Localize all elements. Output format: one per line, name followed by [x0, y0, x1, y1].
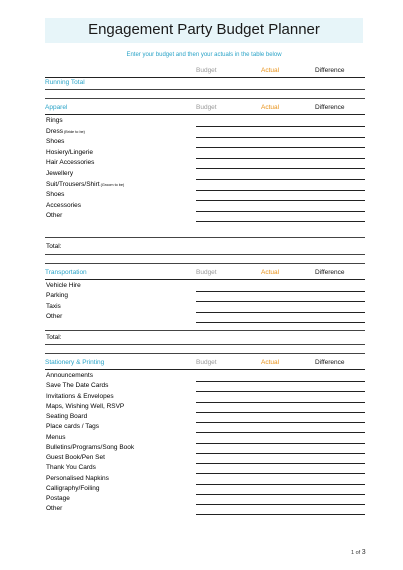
item-label: Accessories [46, 201, 82, 209]
amount-entry-line[interactable] [196, 381, 365, 382]
amount-entry-line[interactable] [196, 221, 365, 222]
item-label: Save The Date Cards [46, 382, 109, 390]
divider [45, 369, 365, 370]
amount-entry-line[interactable] [196, 179, 365, 180]
item-label: Vehicle Hire [46, 282, 81, 289]
item-label: Shoes [46, 191, 65, 199]
list-item [46, 505, 62, 513]
section-label-stationery: Stationery & Printing [45, 359, 105, 366]
instruction-text: Enter your budget and then your actuals in the table below [126, 52, 282, 58]
transportation-section-header [0, 269, 403, 278]
difference-column-header: Difference [315, 359, 345, 366]
amount-entry-line[interactable] [196, 463, 365, 464]
amount-entry-line[interactable] [196, 190, 365, 191]
difference-column-header: Difference [315, 67, 345, 74]
divider [45, 98, 365, 99]
amount-entry-line[interactable] [196, 453, 365, 454]
apparel-total-label: Total: [46, 243, 62, 250]
list-item [46, 485, 99, 493]
page-number: 1 of 3 [351, 549, 366, 556]
list-item [46, 454, 105, 462]
list-item [46, 444, 134, 452]
divider [45, 344, 365, 345]
page-title: Engagement Party Budget Planner [88, 21, 320, 38]
item-label: Maps, Wishing Well, RSVP [46, 402, 125, 410]
list-item [46, 403, 124, 411]
list-item [46, 138, 64, 146]
item-label: Rings [46, 117, 63, 124]
amount-entry-line[interactable] [196, 158, 365, 159]
item-label: Parking [46, 292, 69, 300]
list-item [46, 464, 96, 472]
item-label: Calligraphy/Foiling [46, 484, 100, 492]
divider [45, 114, 365, 115]
item-label: Seating Board [46, 413, 88, 420]
actual-column-header: Actual [261, 104, 280, 111]
divider [45, 330, 365, 331]
stationery-section-header [0, 359, 403, 368]
amount-entry-line[interactable] [196, 473, 365, 474]
amount-entry-line[interactable] [196, 402, 365, 403]
list-item [46, 495, 70, 503]
amount-entry-line[interactable] [196, 484, 365, 485]
list-item [46, 382, 108, 390]
item-label: Menus [46, 433, 66, 441]
actual-column-header: Actual [261, 67, 280, 74]
list-item [46, 475, 109, 483]
budget-column-header: Budget [196, 104, 217, 111]
item-label: Place cards / Tags [46, 423, 99, 431]
divider [45, 237, 365, 238]
amount-entry-line[interactable] [196, 200, 365, 201]
budget-column-header: Budget [196, 67, 217, 74]
amount-entry-line[interactable] [196, 211, 365, 212]
divider [45, 353, 365, 354]
list-item [46, 413, 87, 421]
amount-entry-line[interactable] [196, 137, 365, 138]
item-label: Hair Accessories [46, 159, 95, 167]
divider [45, 89, 365, 90]
list-item [46, 282, 81, 290]
list-item [46, 149, 93, 157]
list-item [46, 303, 61, 311]
amount-entry-line[interactable] [196, 443, 365, 444]
divider [45, 254, 365, 255]
item-label: Other [46, 505, 63, 513]
amount-entry-line[interactable] [196, 391, 365, 392]
running-total-column-headers [0, 67, 403, 76]
item-label: Postage [46, 495, 70, 502]
amount-entry-line[interactable] [196, 504, 365, 505]
list-item [46, 434, 66, 442]
list-item [46, 191, 64, 199]
list-item [46, 212, 62, 220]
amount-entry-line[interactable] [196, 147, 365, 148]
item-note: (Bride to be) [62, 129, 85, 134]
amount-entry-line[interactable] [196, 422, 365, 423]
amount-entry-line[interactable] [196, 126, 365, 127]
list-item [46, 128, 85, 136]
actual-column-header: Actual [261, 269, 280, 276]
item-label: Suit/Trousers/Shirt [46, 180, 100, 188]
list-item [46, 170, 73, 178]
list-item [46, 372, 93, 380]
item-label: Dress [46, 127, 63, 135]
item-label: Other [46, 313, 63, 321]
list-item [46, 202, 81, 210]
divider [45, 279, 365, 280]
item-label: Jewellery [46, 170, 74, 177]
divider [45, 77, 365, 78]
running-total-label: Running Total [45, 79, 85, 86]
list-item [46, 159, 94, 167]
list-item [46, 117, 63, 125]
running-total-row [0, 79, 403, 88]
list-item [46, 423, 99, 431]
list-item [46, 181, 124, 189]
item-label: Invitations & Envelopes [46, 392, 114, 400]
apparel-section-header [0, 104, 403, 113]
list-item [46, 393, 114, 401]
item-label: Announcements [46, 372, 93, 379]
item-label: Shoes [46, 138, 65, 146]
list-item [46, 313, 62, 321]
item-note: (Groom to be) [99, 182, 125, 187]
budget-column-header: Budget [196, 269, 217, 276]
section-label-transportation: Transportation [45, 269, 87, 276]
item-label: Hosiery/Lingerie [46, 148, 93, 156]
item-label: Taxis [46, 302, 61, 310]
item-label: Other [46, 212, 63, 220]
amount-entry-line[interactable] [196, 432, 365, 433]
divider [45, 263, 365, 264]
list-item [46, 292, 68, 300]
amount-entry-line[interactable] [196, 291, 365, 292]
item-label: Guest Book/Pen Set [46, 454, 105, 461]
amount-entry-line[interactable] [196, 168, 365, 169]
transportation-total-label: Total: [46, 334, 62, 341]
amount-entry-line[interactable] [196, 494, 365, 495]
amount-entry-line[interactable] [196, 322, 365, 323]
item-label: Bulletins/Programs/Song Book [46, 443, 135, 451]
section-label-apparel: Apparel [45, 104, 68, 111]
difference-column-header: Difference [315, 269, 345, 276]
difference-column-header: Difference [315, 104, 345, 111]
budget-column-header: Budget [196, 359, 217, 366]
item-label: Thank You Cards [46, 464, 96, 472]
amount-entry-line[interactable] [196, 514, 365, 515]
amount-entry-line[interactable] [196, 301, 365, 302]
item-label: Personalised Napkins [46, 474, 109, 482]
amount-entry-line[interactable] [196, 412, 365, 413]
amount-entry-line[interactable] [196, 312, 365, 313]
actual-column-header: Actual [261, 359, 280, 366]
